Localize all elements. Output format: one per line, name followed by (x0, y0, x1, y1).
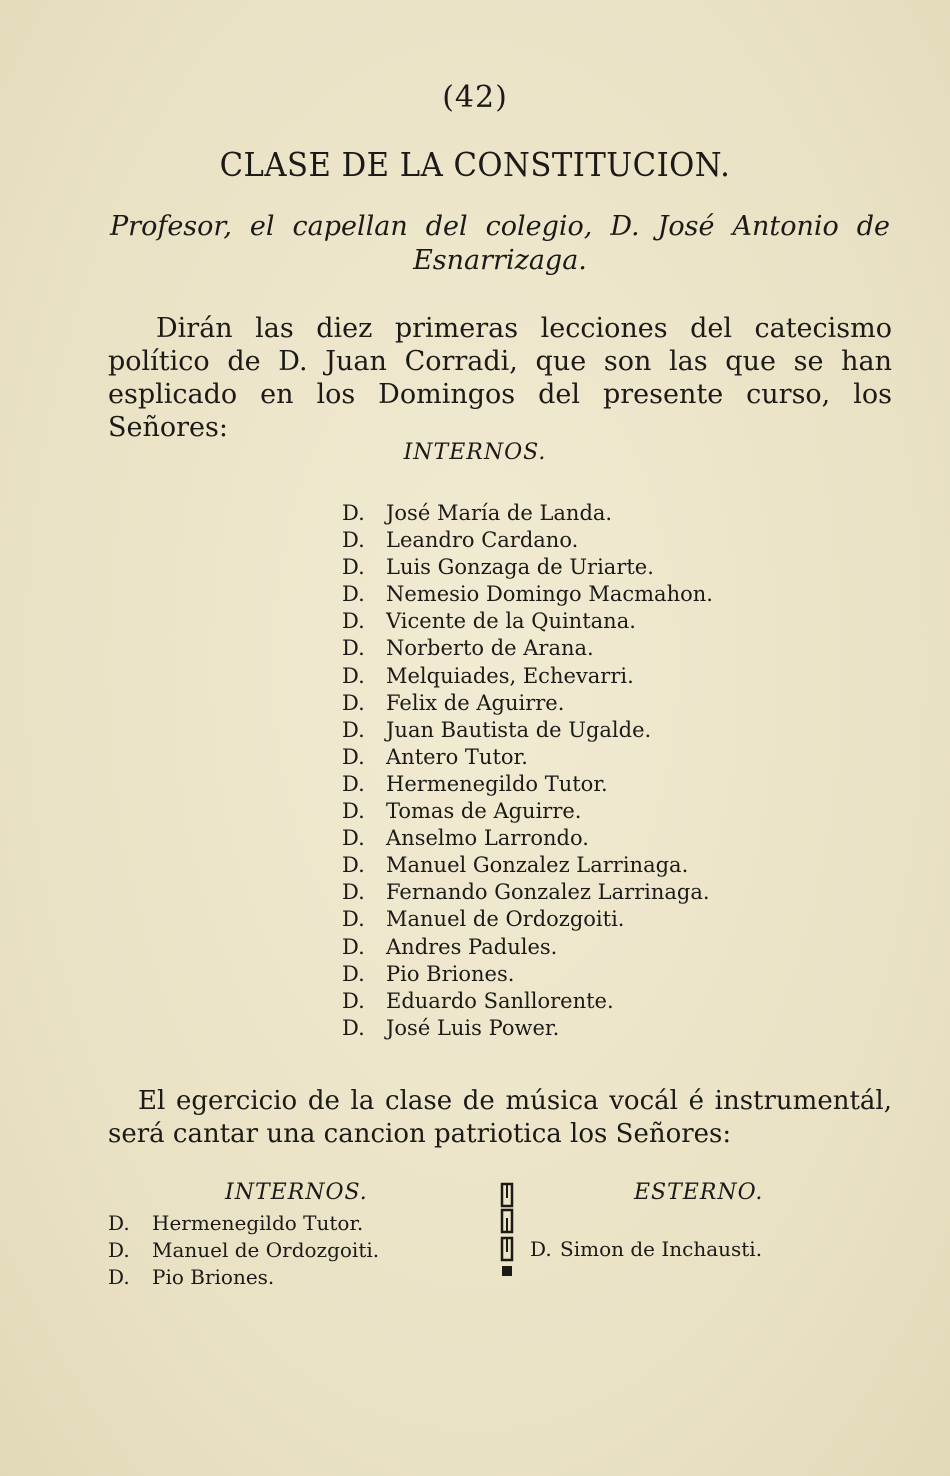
student-name: Eduardo Sanllorente. (386, 988, 614, 1013)
honorific: D. (342, 771, 365, 796)
list-item (342, 717, 713, 744)
honorific: D. (342, 636, 365, 661)
list-item (342, 581, 713, 608)
music-esterno-heading: ESTERNO. (634, 1180, 764, 1205)
list-item (108, 1210, 379, 1237)
student-name: Andres Padules. (386, 934, 558, 959)
student-name: Hermenegildo Tutor. (152, 1211, 364, 1235)
student-name: José Luis Power. (386, 1015, 560, 1040)
student-name: José María de Landa. (386, 501, 613, 525)
honorific: D. (342, 934, 365, 959)
student-name: Pio Briones. (152, 1265, 275, 1289)
student-name: Leandro Cardano. (386, 528, 579, 553)
student-name: Simon de Inchausti. (560, 1237, 763, 1261)
list-item (342, 554, 713, 581)
list-item (342, 934, 713, 961)
honorific: D. (342, 690, 365, 715)
honorific: D. (342, 880, 365, 905)
list-item (342, 690, 713, 717)
list-item (342, 798, 713, 825)
internos-heading: INTERNOS. (403, 440, 547, 465)
student-name: Tomas de Aguirre. (386, 799, 582, 824)
student-name: Melquiades, Echevarri. (386, 663, 634, 688)
student-name: Manuel Gonzalez Larrinaga. (386, 853, 689, 878)
student-name: Juan Bautista de Ugalde. (386, 717, 652, 742)
music-paragraph: El egercicio de la clase de música vocál é instrumentál, será cantar una cancion patriotica los Señores: (108, 1086, 892, 1149)
list-item (342, 500, 713, 527)
honorific: D. (108, 1265, 130, 1289)
professor-line: Profesor, el capellan del colegio, D. José Antonio de Esnarrizaga. (110, 211, 890, 276)
honorific: D. (342, 799, 365, 824)
list-item (342, 906, 713, 933)
list-item (342, 744, 713, 771)
honorific: D. (342, 853, 365, 878)
list-item (342, 1015, 713, 1042)
music-internos-list (108, 1210, 379, 1291)
student-name: Fernando Gonzalez Larrinaga. (386, 880, 710, 905)
list-item (342, 961, 713, 988)
list-item (342, 663, 713, 690)
honorific: D. (342, 826, 365, 851)
honorific: D. (342, 907, 365, 932)
page-number: (42) (442, 80, 508, 115)
honorific: D. (108, 1211, 130, 1235)
music-esterno-list (530, 1236, 762, 1263)
student-name: Antero Tutor. (386, 744, 528, 769)
internos-list (342, 500, 713, 1042)
list-item (108, 1264, 379, 1291)
list-item (342, 879, 713, 906)
student-name: Anselmo Larrondo. (386, 826, 589, 851)
honorific: D. (342, 717, 365, 742)
honorific: D. (342, 988, 365, 1013)
honorific: D. (342, 609, 365, 634)
honorific: D. (342, 501, 365, 525)
honorific: D. (342, 528, 365, 553)
list-item (530, 1236, 762, 1263)
ornamental-divider (499, 1182, 515, 1282)
honorific: D. (342, 961, 365, 986)
list-item (342, 771, 713, 798)
list-item (342, 852, 713, 879)
honorific: D. (342, 555, 365, 580)
honorific: D. (108, 1238, 130, 1262)
list-item (342, 825, 713, 852)
music-internos-heading: INTERNOS. (225, 1180, 368, 1205)
student-name: Hermenegildo Tutor. (386, 771, 608, 796)
student-name: Felix de Aguirre. (386, 690, 565, 715)
student-name: Manuel de Ordozgoiti. (386, 907, 625, 932)
intro-paragraph: Dirán las diez primeras lecciones del catecismo político de D. Juan Corradi, que son las que se han esplicado en los Domingos del presente curso, los Señores: (108, 313, 892, 443)
honorific: D. (342, 663, 365, 688)
list-item (342, 608, 713, 635)
student-name: Manuel de Ordozgoiti. (152, 1238, 380, 1262)
section-title: CLASE DE LA CONSTITUCION. (219, 145, 731, 184)
list-item (108, 1237, 379, 1264)
honorific: D. (342, 744, 365, 769)
student-name: Luis Gonzaga de Uriarte. (386, 555, 654, 580)
student-name: Vicente de la Quintana. (386, 609, 636, 634)
honorific: D. (342, 582, 365, 607)
honorific: D. (342, 1015, 365, 1040)
list-item (342, 635, 713, 662)
student-name: Pio Briones. (386, 961, 515, 986)
list-item (342, 527, 713, 554)
student-name: Nemesio Domingo Macmahon. (386, 582, 713, 607)
list-item (342, 988, 713, 1015)
student-name: Norberto de Arana. (386, 636, 594, 661)
honorific: D. (530, 1237, 552, 1261)
